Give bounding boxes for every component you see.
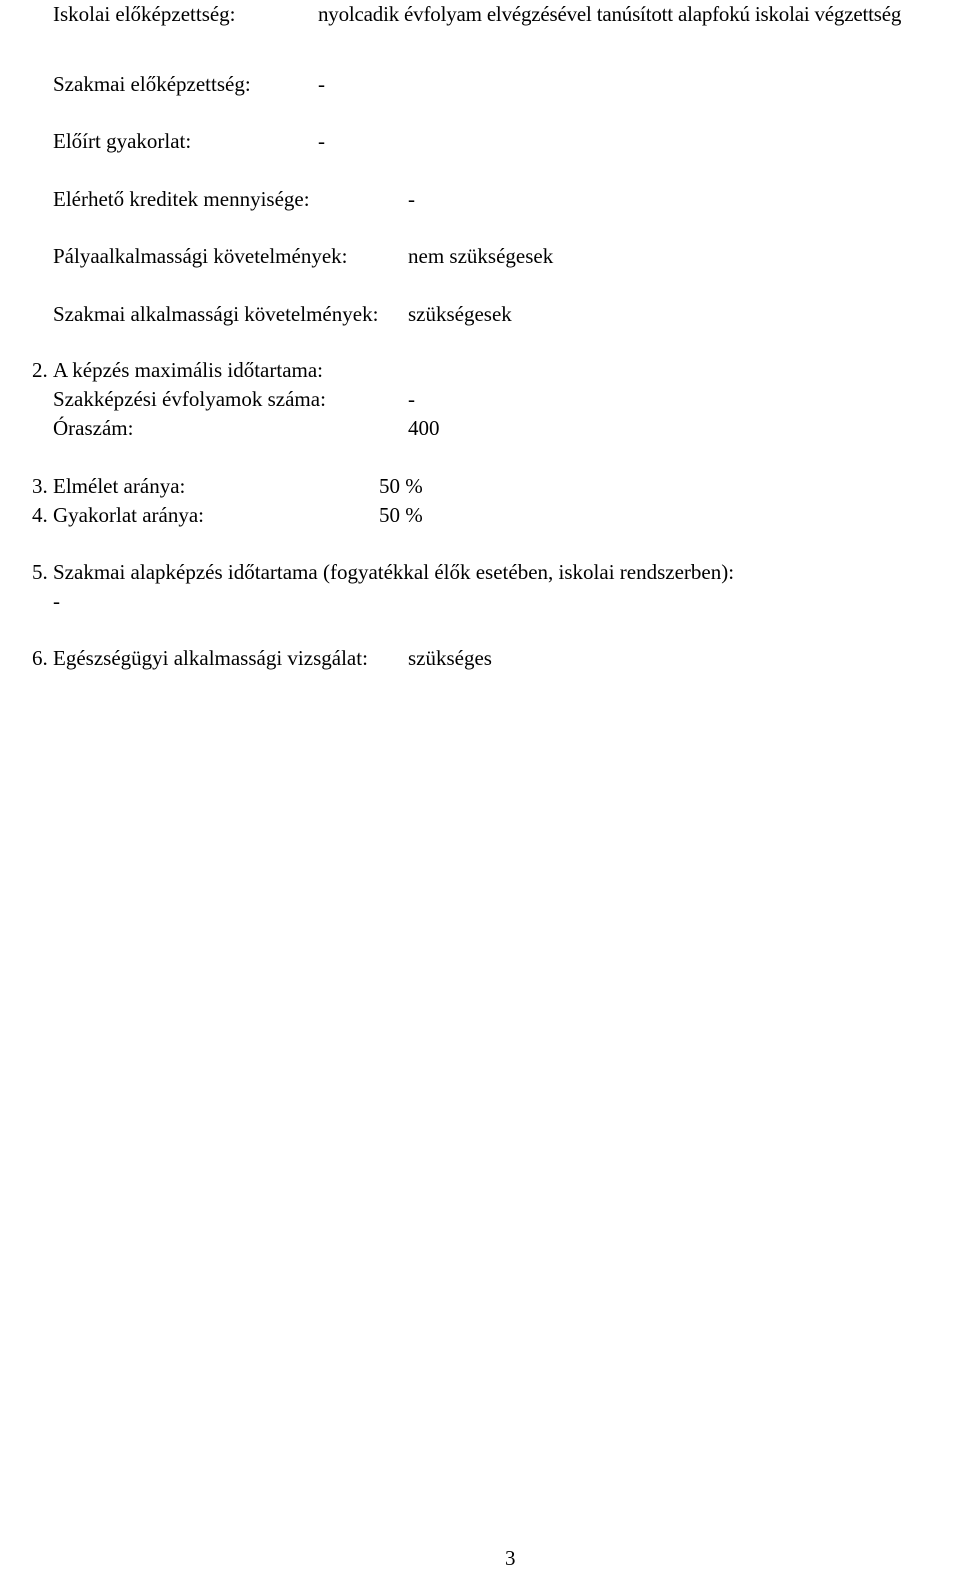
practice-value: - xyxy=(318,129,325,153)
grades-count-label: Szakképzési évfolyamok száma: xyxy=(53,387,326,411)
school-prereq-value: nyolcadik évfolyam elvégzésével tanúsított alapfokú iskolai végzettség xyxy=(318,2,902,26)
credits-label: Elérhető kreditek mennyisége: xyxy=(53,187,310,211)
practice-ratio-label: Gyakorlat aránya: xyxy=(53,503,205,527)
section-4-number: 4. xyxy=(32,503,48,527)
professional-prereq-label: Szakmai előképzettség: xyxy=(53,72,251,96)
hours-label: Óraszám: xyxy=(53,416,134,440)
page-number: 3 xyxy=(505,1546,516,1570)
theory-ratio-value: 50 % xyxy=(379,474,423,498)
professional-aptitude-label: Szakmai alkalmassági követelmények: xyxy=(53,302,379,326)
grades-count-value: - xyxy=(408,387,415,411)
career-aptitude-label: Pályaalkalmassági követelmények: xyxy=(53,244,348,268)
section-2-title: A képzés maximális időtartama: xyxy=(53,358,324,382)
theory-ratio-label: Elmélet aránya: xyxy=(53,474,186,498)
section-6-number: 6. xyxy=(32,646,48,670)
career-aptitude-value: nem szükségesek xyxy=(408,244,554,268)
professional-prereq-value: - xyxy=(318,72,325,96)
practice-label: Előírt gyakorlat: xyxy=(53,129,192,153)
basic-training-duration-value: - xyxy=(53,589,60,613)
hours-value: 400 xyxy=(408,416,440,440)
credits-value: - xyxy=(408,187,415,211)
section-5-number: 5. xyxy=(32,560,48,584)
section-3-number: 3. xyxy=(32,474,48,498)
section-2-number: 2. xyxy=(32,358,48,382)
school-prereq-label: Iskolai előképzettség: xyxy=(53,2,236,26)
practice-ratio-value: 50 % xyxy=(379,503,423,527)
health-exam-value: szükséges xyxy=(408,646,492,670)
basic-training-duration-label: Szakmai alapképzés időtartama (fogyatékkal élők esetében, iskolai rendszerben): xyxy=(53,560,735,584)
health-exam-label: Egészségügyi alkalmassági vizsgálat: xyxy=(53,646,368,670)
professional-aptitude-value: szükségesek xyxy=(408,302,512,326)
